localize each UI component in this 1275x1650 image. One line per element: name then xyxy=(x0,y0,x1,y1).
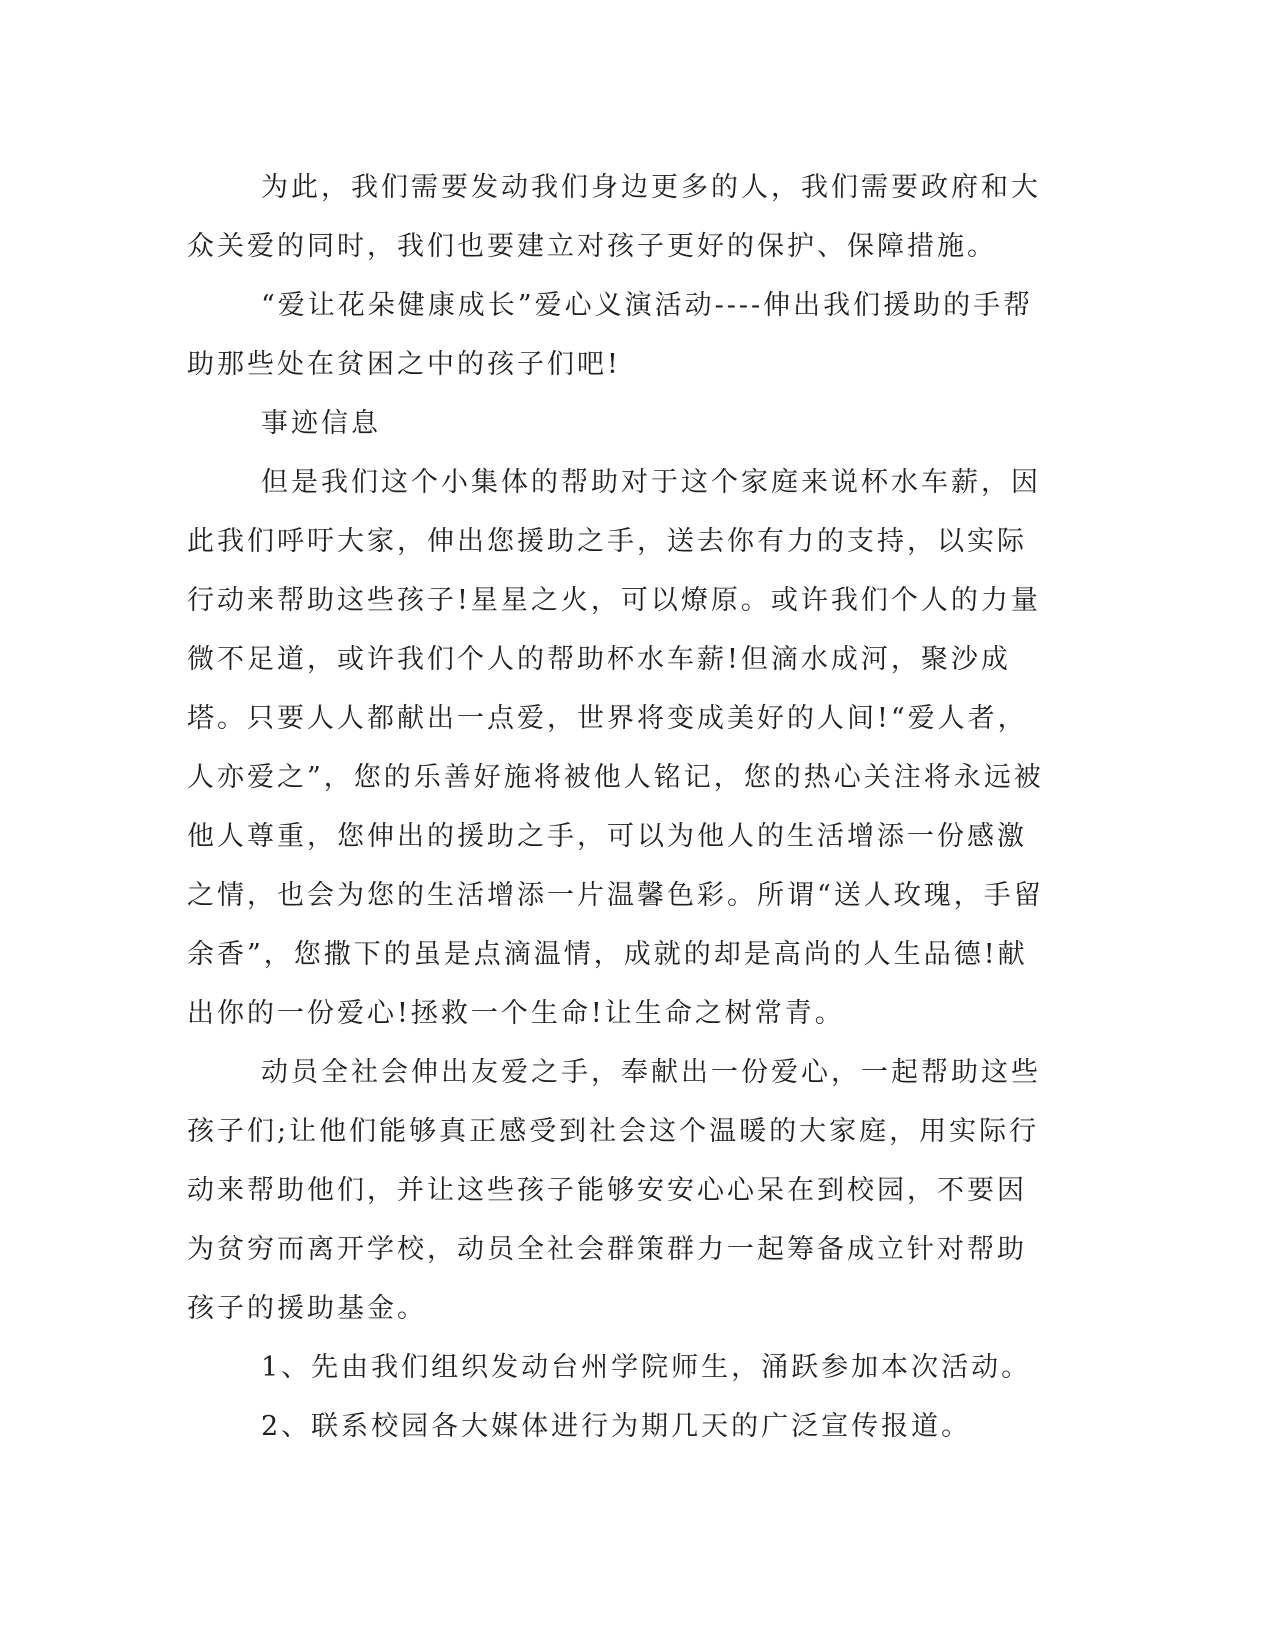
paragraph-appeal-intro: 为此，我们需要发动我们身边更多的人，我们需要政府和大众关爱的同时，我们也要建立对孩子更好的保护、保障措施。 xyxy=(187,172,1041,262)
paragraph-mobilize-society: 动员全社会伸出友爱之手，奉献出一份爱心，一起帮助这些孩子们;让他们能够真正感受到社会这个温暖的大家庭，用实际行动来帮助他们，并让这些孩子能够安安心心呆在到校园，不要因为贫穷而离开学校，动员全社会群策群力一起筹备成立针对帮助孩子的援助基金。 xyxy=(187,1057,1041,1324)
section-heading-deeds: 事迹信息 xyxy=(261,408,381,439)
paragraph-event-slogan: “爱让花朵健康成长”爱心义演活动----伸出我们援助的手帮助那些处在贫困之中的孩子们吧! xyxy=(187,290,1034,380)
list-item-step-2: 2、联系校园各大媒体进行为期几天的广泛宣传报道。 xyxy=(261,1411,972,1442)
list-item-step-1: 1、先由我们组织发动台州学院师生，涌跃参加本次活动。 xyxy=(261,1352,1032,1383)
document-body xyxy=(187,158,1047,1456)
paragraph-call-to-action: 但是我们这个小集体的帮助对于这个家庭来说杯水车薪，因此我们呼吁大家，伸出您援助之手，送去你有力的支持，以实际行动来帮助这些孩子!星星之火，可以燎原。或许我们个人的力量微不足道，或许我们个人的帮助杯水车薪!但滴水成河，聚沙成塔。只要人人都献出一点爱，世界将变成美好的人间!“爱人者，人亦爱之”，您的乐善好施将被他人铭记，您的热心关注将永远被他人尊重，您伸出的援助之手，可以为他人的生活增添一份感激之情，也会为您的生活增添一片温馨色彩。所谓“送人玫瑰，手留余香”，您撒下的虽是点滴温情，成就的却是高尚的人生品德!献出你的一份爱心!拯救一个生命!让生命之树常青。 xyxy=(187,467,1044,1029)
